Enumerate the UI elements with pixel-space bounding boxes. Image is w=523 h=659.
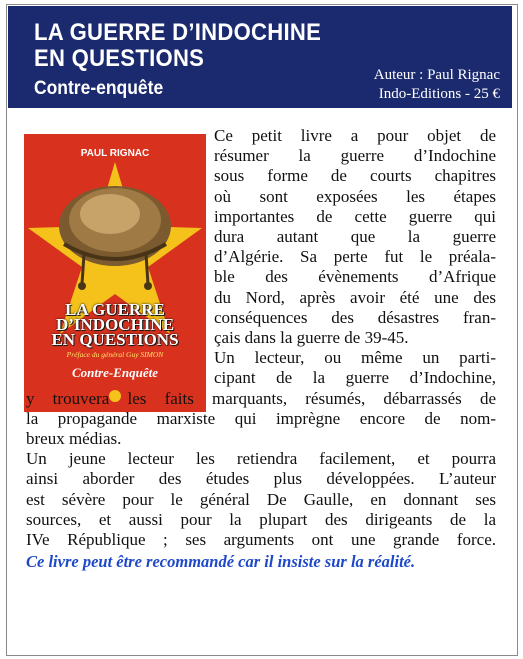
book-meta [374, 66, 500, 104]
text-line: IVe République ; ses arguments ont une grande force. [26, 530, 496, 549]
cover-title-line-2: D’INDOCHINE [55, 315, 175, 334]
text-line: d’Algérie. Sa perte fut le préala- [214, 247, 496, 267]
text-line: cipant de la guerre d’Indochine, [214, 368, 496, 388]
text-line: la propagande marxiste qui imprègne encore de nom- [26, 408, 496, 428]
text-line: du Nord, après avoir été une des [214, 287, 496, 307]
text-line: est sévère pour le général De Gaulle, en donnant ses [26, 489, 496, 509]
text-line: résumer la guerre d’Indochine [214, 146, 496, 166]
text-line: conséquences des désastres fran- [214, 307, 496, 327]
cover-subtitle: Contre-Enquête [72, 365, 158, 380]
text-line: où sont exposées les étapes [214, 186, 496, 206]
recommendation-quote: Ce livre peut être recommandé car il insiste sur la réalité. [26, 552, 416, 572]
review-paragraph-3 [26, 449, 496, 550]
cover-title-line-1: LA GUERRE [65, 300, 165, 319]
text-line: sous forme de courts chapitres [214, 166, 496, 186]
review-subtitle: Contre-enquête [34, 78, 164, 99]
text-line: y trouvera les faits marquants, résumés, débarrassés de [26, 388, 496, 408]
author-line: Auteur : Paul Rignac [373, 67, 500, 83]
title-line-1: LA GUERRE D’INDOCHINE [34, 19, 322, 46]
text-line: dura autant que la guerre [214, 227, 496, 247]
book-cover [24, 134, 206, 412]
cover-title [24, 302, 206, 347]
review-header [8, 6, 512, 108]
text-line: çais dans la guerre de 39-45. [214, 328, 409, 348]
review-title [34, 20, 321, 72]
text-line: sources, et aussi pour la plupart des dirigeants de la [26, 509, 496, 529]
text-line: Un lecteur, ou même un parti- [214, 348, 496, 368]
cover-title-line-3: EN QUESTIONS [51, 330, 179, 349]
title-line-2: EN QUESTIONS [34, 45, 205, 72]
text-line: ble des évènements d’Afrique [214, 267, 496, 287]
review-paragraph-2 [26, 389, 496, 450]
publisher-line: Indo-Editions - 25 € [378, 86, 500, 102]
text-line: Un jeune lecteur les retiendra facilement, et pourra [26, 449, 496, 469]
text-line: ainsi aborder des études plus développées. L’auteur [26, 469, 496, 489]
cover-preface: Préface du général Guy SIMON [66, 350, 164, 359]
review-paragraph-1 [214, 126, 496, 389]
cover-author: PAUL RIGNAC [80, 148, 150, 159]
text-line: importantes de cette guerre qui [214, 206, 496, 226]
text-line: Ce petit livre a pour objet de [214, 126, 496, 145]
text-line: breux médias. [26, 429, 122, 448]
